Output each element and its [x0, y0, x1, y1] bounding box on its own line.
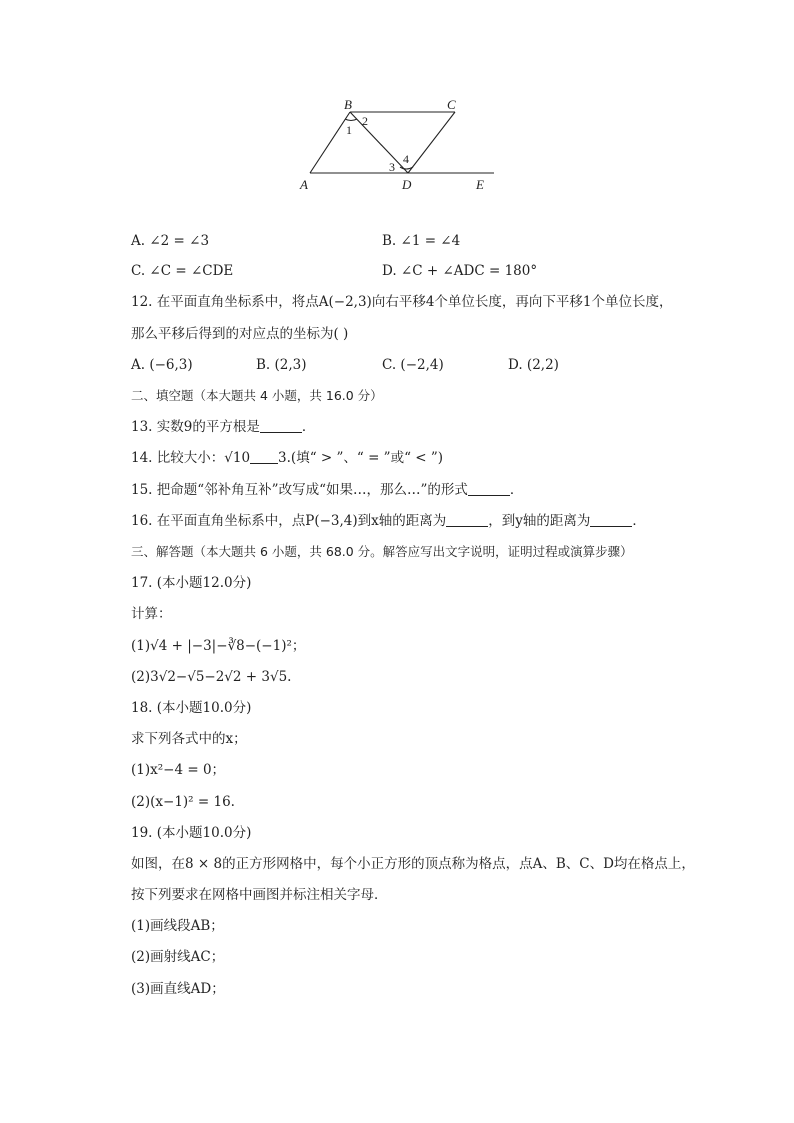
angle-label-2: 2 [362, 114, 368, 128]
q13-blank [260, 418, 302, 433]
q14-end: 3.(填“ > ”、“ = ”或“ < ”) [278, 450, 444, 466]
point-label-e: E [476, 177, 484, 192]
segment-cd [408, 112, 455, 173]
q19-heading: 19. (本小题10.0分) [131, 825, 252, 841]
angle-arc-b [345, 119, 357, 121]
q18-heading: 18. (本小题10.0分) [131, 700, 252, 716]
geometry-figure [0, 90, 794, 290]
segment-bd [350, 112, 408, 173]
q19-part-1: (1)画线段AB； [131, 918, 224, 934]
q12-stem-line1: 12. 在平面直角坐标系中，将点A(−2,3)向右平移4个单位长度，再向下平移1个单位长度， [131, 294, 673, 310]
q16 [131, 511, 646, 531]
q15-end: ． [509, 482, 524, 498]
q19-part-3: (3)画直线AD； [131, 981, 225, 997]
q14-text: 14. 比较大小：√10 [131, 450, 251, 466]
q12-option-a: A. (−6,3) [131, 357, 193, 373]
q14 [131, 448, 443, 468]
q12-stem-line2: 那么平移后得到的对应点的坐标为( ) [131, 326, 349, 342]
point-label-d: D [402, 177, 412, 192]
q17-intro: 计算： [131, 606, 172, 622]
q12-option-c: C. (−2,4) [382, 357, 444, 373]
q13-end: ． [301, 419, 316, 435]
angle-label-1: 1 [346, 123, 352, 137]
q15-text: 15. 把命题“邻补角互补”改写成“如果…，那么…”的形式 [131, 482, 468, 498]
q15 [131, 480, 523, 500]
q13-text: 13. 实数9的平方根是 [131, 419, 260, 435]
q11-option-a: A. ∠2 = ∠3 [131, 233, 210, 249]
section-fill-in-heading: 二、填空题（本大题共 4 小题，共 16.0 分） [131, 388, 383, 403]
q18-intro: 求下列各式中的x； [131, 731, 247, 747]
q16-blank-1 [446, 512, 488, 527]
point-label-b: B [344, 97, 352, 112]
angle-label-4: 4 [403, 152, 409, 166]
segment-ab [310, 112, 350, 173]
q16-text: 16. 在平面直角坐标系中，点P(−3,4)到x轴的距离为 [131, 513, 447, 529]
q11-option-b: B. ∠1 = ∠4 [382, 233, 461, 249]
q19-stem-line2: 按下列要求在网格中画图并标注相关字母． [131, 887, 388, 903]
q16-blank-2 [590, 512, 632, 527]
point-label-c: C [447, 97, 456, 112]
q17-part-1: (1)√4 + |−3|−∛8−(−1)²； [131, 638, 306, 654]
q18-part-2: (2)(x−1)² = 16. [131, 794, 235, 810]
q11-option-d: D. ∠C + ∠ADC = 180° [382, 263, 538, 279]
section-solutions-heading: 三、解答题（本大题共 6 小题，共 68.0 分。解答应写出文字说明，证明过程或演算步骤） [131, 544, 633, 559]
q19-stem-line1: 如图，在8 × 8的正方形网格中，每个小正方形的顶点称为格点，点A、B、C、D均在格点上， [131, 856, 695, 872]
q15-blank [468, 481, 510, 496]
q13 [131, 417, 315, 437]
q17-heading: 17. (本小题12.0分) [131, 575, 252, 591]
q19-part-2: (2)画射线AC； [131, 949, 225, 965]
q16-middle: ，到y轴的距离为 [488, 513, 591, 529]
q12-option-b: B. (2,3) [256, 357, 307, 373]
q14-blank [250, 449, 278, 464]
angle-label-3: 3 [389, 160, 395, 174]
q18-part-1: (1)x²−4 = 0； [131, 762, 226, 778]
q12-option-d: D. (2,2) [508, 357, 559, 373]
q11-option-c: C. ∠C = ∠CDE [131, 263, 234, 279]
q17-part-2: (2)3√2−√5−2√2 + 3√5. [131, 669, 292, 685]
q16-end: ． [632, 513, 646, 529]
point-label-a: A [300, 177, 308, 192]
